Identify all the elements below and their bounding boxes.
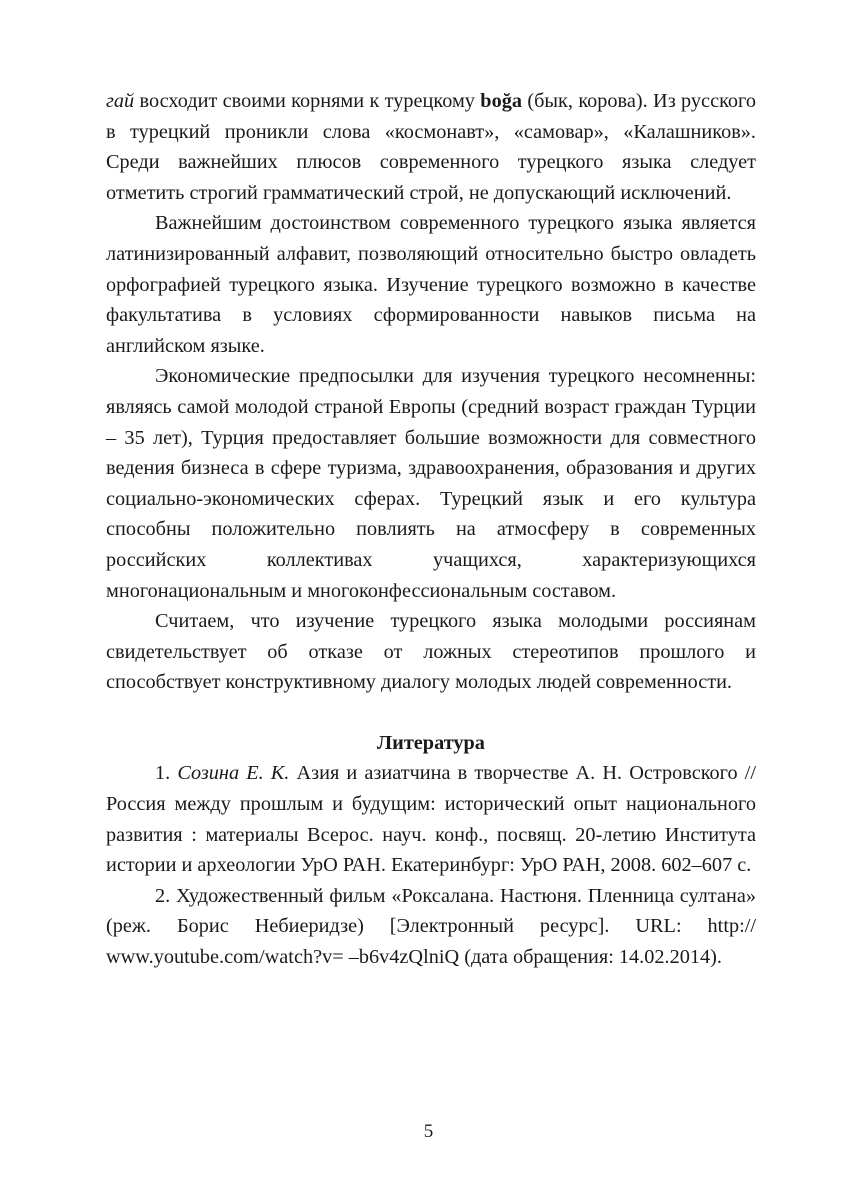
- paragraph-1-text-b: (бык, корова). Из русского в турецкий проникли слова «космонавт», «самовар», «Калашников». Среди важнейших плюсов современного турецкого языка следует отметить строгий грамматический строй, не допускающий исключений.: [106, 90, 756, 204]
- reference-number: 1.: [155, 762, 178, 785]
- italic-word: гай: [106, 90, 135, 112]
- reference-text: Художественный фильм «Роксалана. Настюня. Пленница султана» (реж. Борис Небиеридзе) [Электронный ресурс]. URL: http:// www.youtube.com/watch?v= –b6v4zQlniQ (дата обращения: 14.02.2014).: [106, 884, 757, 969]
- references-heading: Литература: [377, 731, 485, 754]
- reference-item-1: [106, 758, 756, 880]
- bold-word: boğa: [480, 90, 522, 112]
- page-number: 5: [423, 1121, 434, 1142]
- reference-text: Азия и азиатчина в творчестве А. Н. Островского // Россия между прошлым и будущим: исторический опыт национального развития : материалы Всерос. науч. конф., посвящ. 20-летию Института истории и археологии УрО РАН. Екатеринбург: УрО РАН, 2008. 602–607 с.: [106, 762, 757, 877]
- paragraph-3: Экономические предпосылки для изучения турецкого несомненны: являясь самой молодой страной Европы (средний возраст граждан Турции – 35 лет), Турция предоставляет большие возможности для совместного ведения бизнеса в сфере туризма, здравоохранения, образования и других социально-экономических сферах. Турецкий язык и его культура способны положительно повлиять на атмосферу в современных российских коллективах учащихся, характеризующихся многонациональным и многоконфессиональным составом.: [106, 365, 756, 602]
- paragraph-1-text-a: восходит своими корнями к турецкому: [134, 90, 481, 112]
- reference-item-2: [106, 881, 756, 973]
- paragraph-1: [106, 86, 756, 208]
- reference-number: 2.: [155, 884, 177, 907]
- reference-author: Созина Е. К.: [177, 762, 290, 785]
- paragraph-2: Важнейшим достоинством современного турецкого языка является латинизированный алфавит, позволяющий относительно быстро овладеть орфографией турецкого языка. Изучение турецкого возможно в качестве факультатива в условиях сформированности навыков письма на английском языке.: [106, 212, 756, 357]
- document-page: [106, 86, 756, 973]
- paragraph-4: Считаем, что изучение турецкого языка молодыми россиянам свидетельствует об отказе от ложных стереотипов прошлого и способствует конструктивному диалогу молодых людей современности.: [106, 610, 756, 694]
